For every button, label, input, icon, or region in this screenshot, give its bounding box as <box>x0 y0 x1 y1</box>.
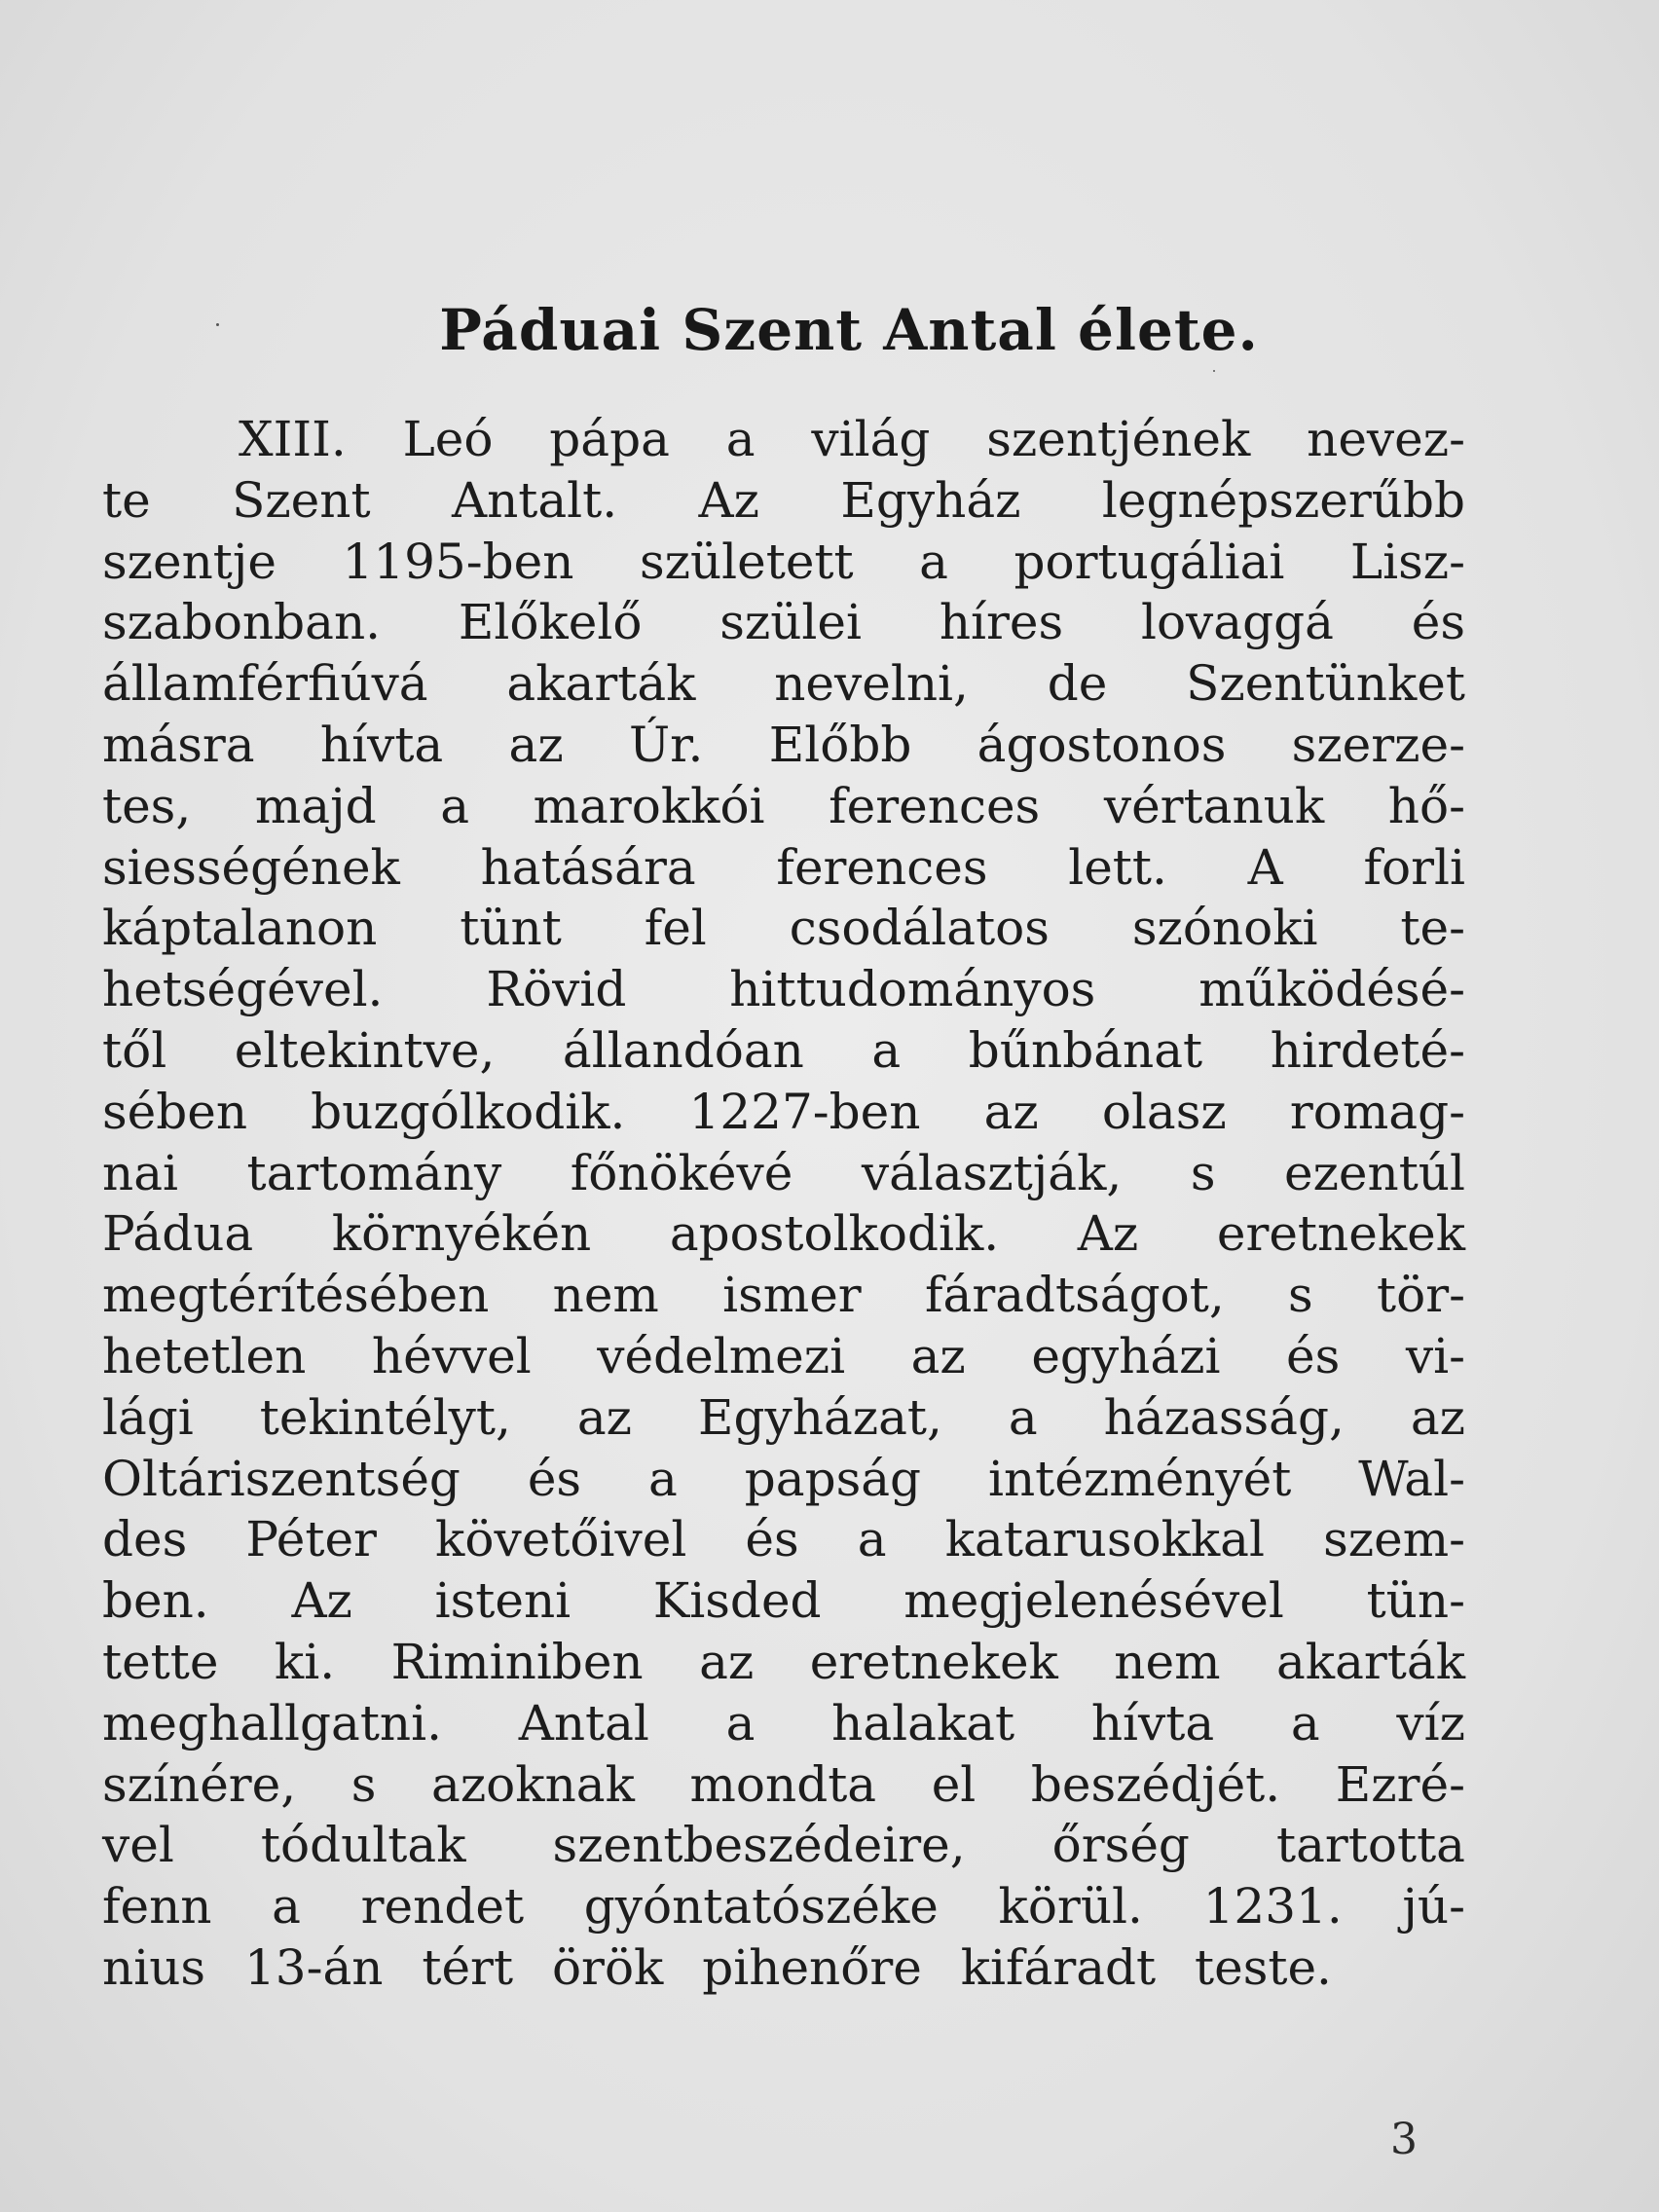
text-line: tette ki. Riminiben az eretnekek nem akarták <box>102 1633 1465 1690</box>
text-line: sében buzgólkodik. 1227-ben az olasz romag- <box>102 1083 1465 1140</box>
text-line: des Péter követőivel és a katarusokkal szem- <box>102 1511 1465 1568</box>
text-line: hetségével. Rövid hittudományos működésé- <box>102 961 1465 1018</box>
text-line: nius 13-án tért örök pihenőre kifáradt teste. <box>102 1938 1332 1996</box>
text-line: Oltáriszentség és a papság intézményét Wal- <box>102 1450 1465 1507</box>
text-line: hetetlen hévvel védelmezi az egyházi és vi- <box>102 1327 1465 1384</box>
text-line: másra hívta az Úr. Előbb ágostonos szerze- <box>102 716 1465 773</box>
page-number: 3 <box>1390 2115 1418 2164</box>
text-line: siességének hatására ferences lett. A forli <box>102 838 1465 896</box>
text-line: te Szent Antalt. Az Egyház legnépszerűbb <box>102 471 1465 529</box>
paper-speck <box>1213 370 1215 372</box>
text-line: Pádua környékén apostolkodik. Az eretnekek <box>102 1205 1465 1263</box>
text-line: XIII. Leó pápa a világ szentjének nevez- <box>239 411 1465 467</box>
text-line: lági tekintélyt, az Egyházat, a házasság, az <box>102 1388 1465 1446</box>
text-line: tes, majd a marokkói ferences vértanuk hő- <box>102 777 1465 834</box>
text-line: től eltekintve, állandóan a bűnbánat hirdeté- <box>102 1021 1465 1079</box>
text-line: káptalanon tünt fel csodálatos szónoki te- <box>102 900 1465 957</box>
text-line: szentje 1195-ben született a portugáliai Lisz- <box>102 533 1465 590</box>
text-line: vel tódultak szentbeszédeire, őrség tartotta <box>102 1817 1465 1874</box>
text-line: államférfiúvá akarták nevelni, de Szentünket <box>102 655 1465 713</box>
text-line: ben. Az isteni Kisded megjelenésével tün- <box>102 1572 1465 1630</box>
text-line: színére, s azoknak mondta el beszédjét. Ezré- <box>102 1755 1465 1813</box>
paper-speck <box>216 323 219 326</box>
page-title: Páduai Szent Antal élete. <box>439 297 1259 363</box>
text-line: meghallgatni. Antal a halakat hívta a víz <box>102 1694 1465 1751</box>
text-line: nai tartomány főnökévé választják, s ezentúl <box>102 1144 1465 1201</box>
text-line: fenn a rendet gyóntatószéke körül. 1231. jú- <box>102 1878 1465 1936</box>
text-line: megtérítésében nem ismer fáradtságot, s tör- <box>102 1267 1465 1324</box>
text-line: szabonban. Előkelő szülei híres lovaggá és <box>102 594 1465 651</box>
body-paragraph <box>102 409 1465 1999</box>
